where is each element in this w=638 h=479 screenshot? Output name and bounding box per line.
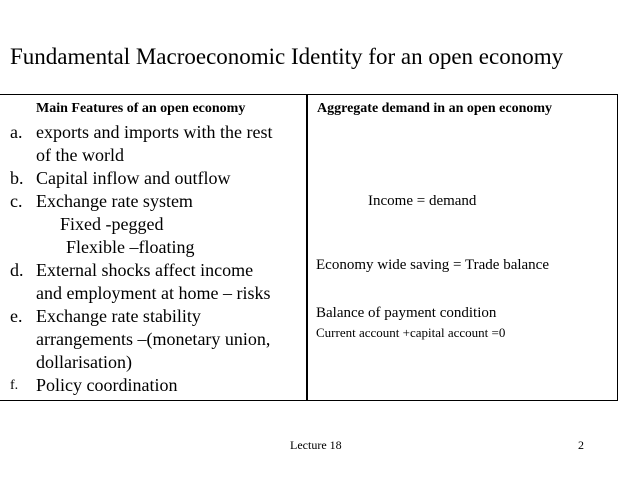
bop-condition-text: Balance of payment condition bbox=[316, 305, 497, 321]
line: arrangements –(monetary union, bbox=[36, 329, 271, 349]
left-column-header: Main Features of an open economy bbox=[36, 101, 246, 116]
line: of the world bbox=[36, 145, 124, 165]
line: External shocks affect income bbox=[36, 260, 254, 280]
list-item-f bbox=[0, 374, 300, 397]
income-demand-text: Income = demand bbox=[368, 193, 477, 209]
list-item-b bbox=[0, 167, 300, 190]
list-item-text bbox=[36, 259, 270, 305]
content-table bbox=[0, 94, 618, 401]
list-marker: f. bbox=[10, 378, 19, 393]
list-item-a bbox=[0, 121, 300, 167]
line: exports and imports with the rest bbox=[36, 122, 273, 142]
line: Policy coordination bbox=[36, 375, 178, 395]
sub-item-flexible: Flexible –floating bbox=[66, 237, 195, 257]
saving-trade-text: Economy wide saving = Trade balance bbox=[316, 257, 549, 273]
list-item-text bbox=[36, 305, 270, 374]
list-marker: e. bbox=[10, 306, 23, 326]
list-item-e bbox=[0, 305, 300, 374]
line: Capital inflow and outflow bbox=[36, 168, 231, 188]
line: Exchange rate system bbox=[36, 191, 193, 211]
column-divider bbox=[306, 95, 308, 400]
list-marker: b. bbox=[10, 168, 24, 188]
right-column-header: Aggregate demand in an open economy bbox=[317, 101, 553, 116]
list-item-text bbox=[36, 121, 272, 167]
list-marker: d. bbox=[10, 260, 24, 280]
line: and employment at home – risks bbox=[36, 283, 271, 303]
list-marker: c. bbox=[10, 191, 23, 211]
line: dollarisation) bbox=[36, 352, 132, 372]
list-item-d bbox=[0, 259, 300, 305]
features-list bbox=[0, 121, 300, 397]
line: Exchange rate stability bbox=[36, 306, 201, 326]
slide-title: Fundamental Macroeconomic Identity for an open economy bbox=[10, 44, 564, 69]
footer-page-number: 2 bbox=[578, 438, 584, 452]
sub-item-fixed: Fixed -pegged bbox=[60, 214, 164, 234]
list-marker: a. bbox=[10, 122, 23, 142]
list-item-c bbox=[0, 190, 300, 213]
bop-formula-text: Current account +capital account =0 bbox=[316, 325, 506, 340]
footer-lecture: Lecture 18 bbox=[290, 438, 342, 452]
